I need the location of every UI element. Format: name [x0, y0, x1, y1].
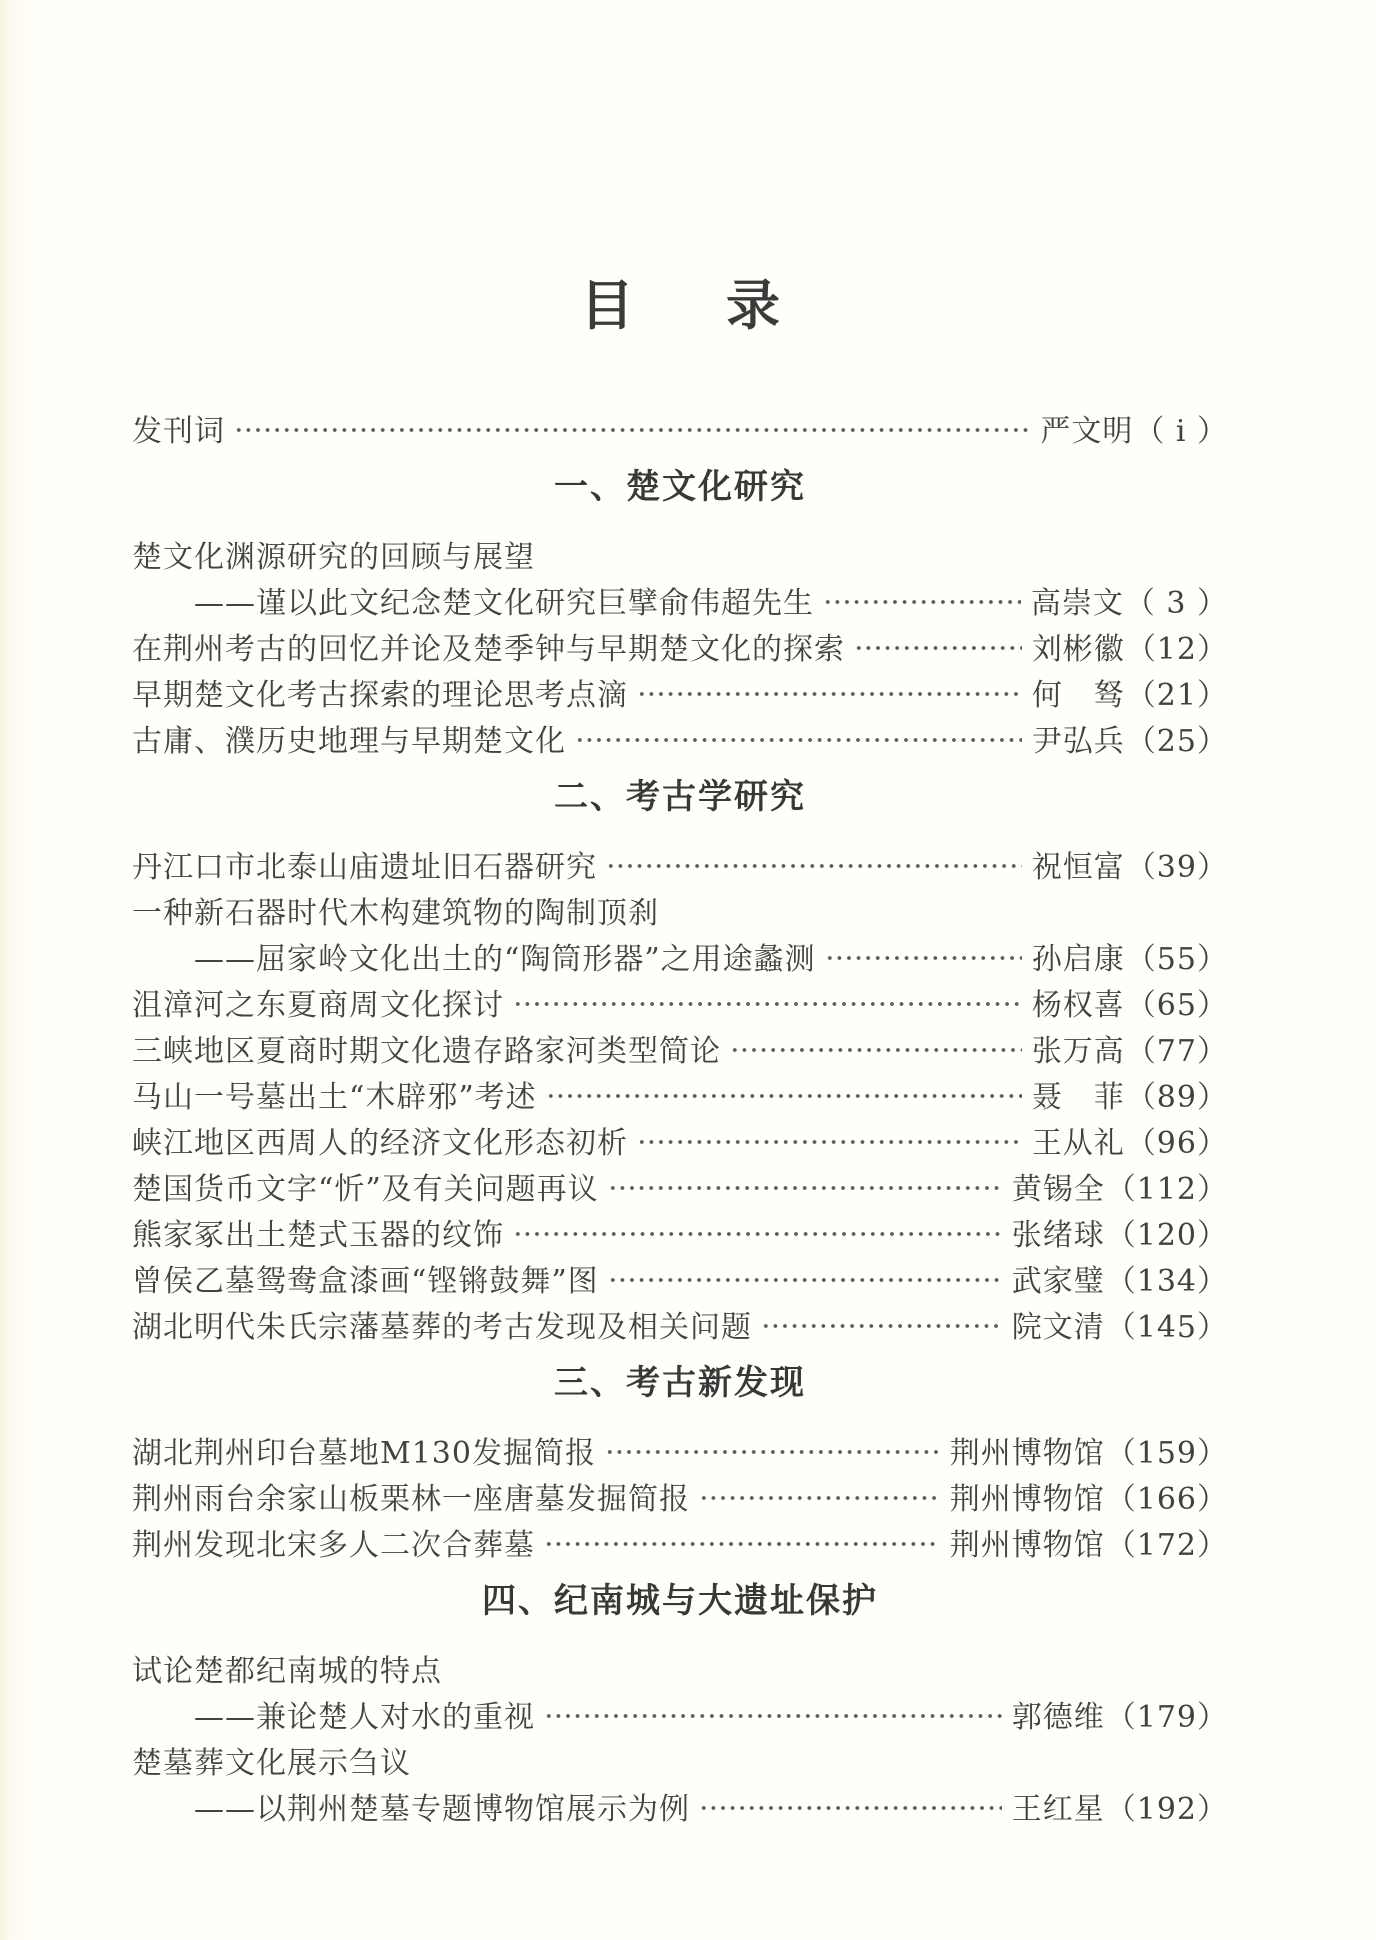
- entry-author: 郭德维: [1011, 1700, 1105, 1736]
- entry-title: 湖北荆州印台墓地M130发掘简报: [132, 1436, 596, 1472]
- toc-entry-row: [132, 1071, 1228, 1117]
- toc: [132, 0, 1228, 1829]
- entry-title: 早期楚文化考古探索的理论思考点滴: [132, 678, 628, 714]
- entry-author: 荆州博物馆: [949, 1482, 1105, 1518]
- entry-title: 荆州发现北宋多人二次合葬墓: [132, 1528, 535, 1564]
- entry-page: （172）: [1105, 1528, 1228, 1564]
- dot-leader: [606, 861, 1022, 871]
- toc-entry-row: [132, 531, 1228, 577]
- entry-title: 发刊词: [132, 414, 225, 450]
- entry-author: 祝恒富: [1031, 850, 1125, 886]
- entry-title: 马山一号墓出土“木辟邪”考述: [132, 1080, 537, 1116]
- entry-title: 荆州雨台余家山板栗林一座唐墓发掘简报: [132, 1482, 690, 1518]
- entry-page: （12）: [1125, 632, 1228, 668]
- entry-author: 荆州博物馆: [949, 1528, 1105, 1564]
- entry-author: 高崇文: [1030, 586, 1124, 622]
- entry-title: 曾侯乙墓鸳鸯盒漆画“铿锵鼓舞”图: [132, 1264, 599, 1300]
- toc-entry-row: [132, 715, 1228, 761]
- entry-page: （55）: [1125, 942, 1228, 978]
- toc-entry-row: [132, 1427, 1228, 1473]
- toc-entry-row: [132, 1473, 1228, 1519]
- dot-leader: [637, 1137, 1022, 1147]
- entry-author: 严文明: [1040, 414, 1134, 450]
- entry-title: ——屈家岭文化出土的“陶筒形器”之用途蠡测: [194, 942, 816, 978]
- dot-leader: [730, 1045, 1022, 1055]
- entry-title: ——以荆州楚墓专题博物馆展示为例: [194, 1792, 690, 1828]
- entry-page: （96）: [1125, 1126, 1228, 1162]
- toc-entry-row: [132, 1737, 1228, 1783]
- entry-title: ——谨以此文纪念楚文化研究巨擘俞伟超先生: [194, 586, 814, 622]
- entry-page: （120）: [1105, 1218, 1228, 1254]
- entry-page: （179）: [1105, 1700, 1228, 1736]
- dot-leader: [544, 1539, 940, 1549]
- toc-entry-row: [132, 1645, 1228, 1691]
- entry-title: 沮漳河之东夏商周文化探讨: [132, 988, 504, 1024]
- dot-leader: [513, 999, 1022, 1009]
- dot-leader: [823, 597, 1021, 607]
- entry-page: （145）: [1105, 1310, 1228, 1346]
- entry-author: 王从礼: [1031, 1126, 1125, 1162]
- toc-entry-row: [132, 1519, 1228, 1565]
- page-title: 目录: [580, 273, 872, 337]
- entry-title: 楚墓葬文化展示刍议: [132, 1746, 411, 1782]
- toc-entry-row: [132, 1301, 1228, 1347]
- entry-page: （89）: [1125, 1080, 1228, 1116]
- dot-leader: [234, 425, 1030, 435]
- entry-author: 何 驽: [1031, 678, 1125, 714]
- entry-page: （39）: [1125, 850, 1228, 886]
- entry-page: （65）: [1125, 988, 1228, 1024]
- entry-title: 楚文化渊源研究的回顾与展望: [132, 540, 535, 576]
- entry-author: 聂 菲: [1031, 1080, 1125, 1116]
- entry-author: 刘彬徽: [1031, 632, 1125, 668]
- toc-entry-row: [132, 1209, 1228, 1255]
- section-heading: 三、考古新发现: [554, 1363, 806, 1404]
- entry-title: 在荆州考古的回忆并论及楚季钟与早期楚文化的探索: [132, 632, 845, 668]
- entry-title: 丹江口市北泰山庙遗址旧石器研究: [132, 850, 597, 886]
- entry-author: 张万高: [1031, 1034, 1125, 1070]
- toc-entry-row: [132, 669, 1228, 715]
- entry-title: ——兼论楚人对水的重视: [194, 1700, 535, 1736]
- dot-leader: [637, 689, 1022, 699]
- dot-leader: [513, 1229, 1002, 1239]
- toc-entry-row: [132, 933, 1228, 979]
- dot-leader: [699, 1493, 940, 1503]
- entry-title: 古庸、濮历史地理与早期楚文化: [132, 724, 566, 760]
- dot-leader: [605, 1447, 940, 1457]
- entry-author: 院文清: [1011, 1310, 1105, 1346]
- toc-entry-row: [132, 841, 1228, 887]
- entry-page: （25）: [1125, 724, 1228, 760]
- toc-entry-row: [132, 577, 1228, 623]
- toc-entry-row: [132, 1163, 1228, 1209]
- section-heading: 一、楚文化研究: [554, 467, 806, 508]
- entry-page: （166）: [1105, 1482, 1228, 1518]
- toc-entry-row: [132, 1255, 1228, 1301]
- entry-title: 湖北明代朱氏宗藩墓葬的考古发现及相关问题: [132, 1310, 752, 1346]
- entry-author: 王红星: [1011, 1792, 1105, 1828]
- entry-page: （159）: [1105, 1436, 1228, 1472]
- entry-page: （112）: [1105, 1172, 1228, 1208]
- entry-page: （134）: [1105, 1264, 1228, 1300]
- toc-entry-row: [132, 1117, 1228, 1163]
- entry-title: 熊家冢出土楚式玉器的纹饰: [132, 1218, 504, 1254]
- section-heading: 二、考古学研究: [554, 777, 806, 818]
- entry-author: 孙启康: [1031, 942, 1125, 978]
- entry-title: 一种新石器时代木构建筑物的陶制顶刹: [132, 896, 659, 932]
- toc-entry-row: [132, 887, 1228, 933]
- entry-page: （192）: [1105, 1792, 1228, 1828]
- toc-entry-row: [132, 1783, 1228, 1829]
- entry-author: 武家璧: [1011, 1264, 1105, 1300]
- dot-leader: [546, 1091, 1022, 1101]
- section-heading: 四、纪南城与大遗址保护: [482, 1581, 878, 1622]
- dot-leader: [544, 1711, 1002, 1721]
- entry-page: （ i ）: [1134, 414, 1228, 450]
- toc-entry-row: [132, 979, 1228, 1025]
- toc-entry-row: [132, 623, 1228, 669]
- dot-leader: [825, 953, 1022, 963]
- toc-body: [132, 405, 1228, 1829]
- entry-author: 荆州博物馆: [949, 1436, 1105, 1472]
- toc-entry-row: [132, 1025, 1228, 1071]
- dot-leader: [699, 1803, 1002, 1813]
- dot-leader: [608, 1183, 1002, 1193]
- entry-page: （77）: [1125, 1034, 1228, 1070]
- entry-title: 峡江地区西周人的经济文化形态初析: [132, 1126, 628, 1162]
- dot-leader: [761, 1321, 1002, 1331]
- entry-page: （21）: [1125, 678, 1228, 714]
- entry-title: 试论楚都纪南城的特点: [132, 1654, 442, 1690]
- entry-author: 张绪球: [1011, 1218, 1105, 1254]
- entry-title: 三峡地区夏商时期文化遗存路家河类型简论: [132, 1034, 721, 1070]
- toc-entry-row: [132, 1691, 1228, 1737]
- dot-leader: [608, 1275, 1002, 1285]
- toc-entry-row: [132, 405, 1228, 451]
- entry-author: 黄锡全: [1011, 1172, 1105, 1208]
- entry-page: （ 3 ）: [1124, 586, 1228, 622]
- entry-author: 杨权喜: [1031, 988, 1125, 1024]
- dot-leader: [575, 735, 1022, 745]
- entry-title: 楚国货币文字“忻”及有关问题再议: [132, 1172, 599, 1208]
- entry-author: 尹弘兵: [1031, 724, 1125, 760]
- dot-leader: [854, 643, 1022, 653]
